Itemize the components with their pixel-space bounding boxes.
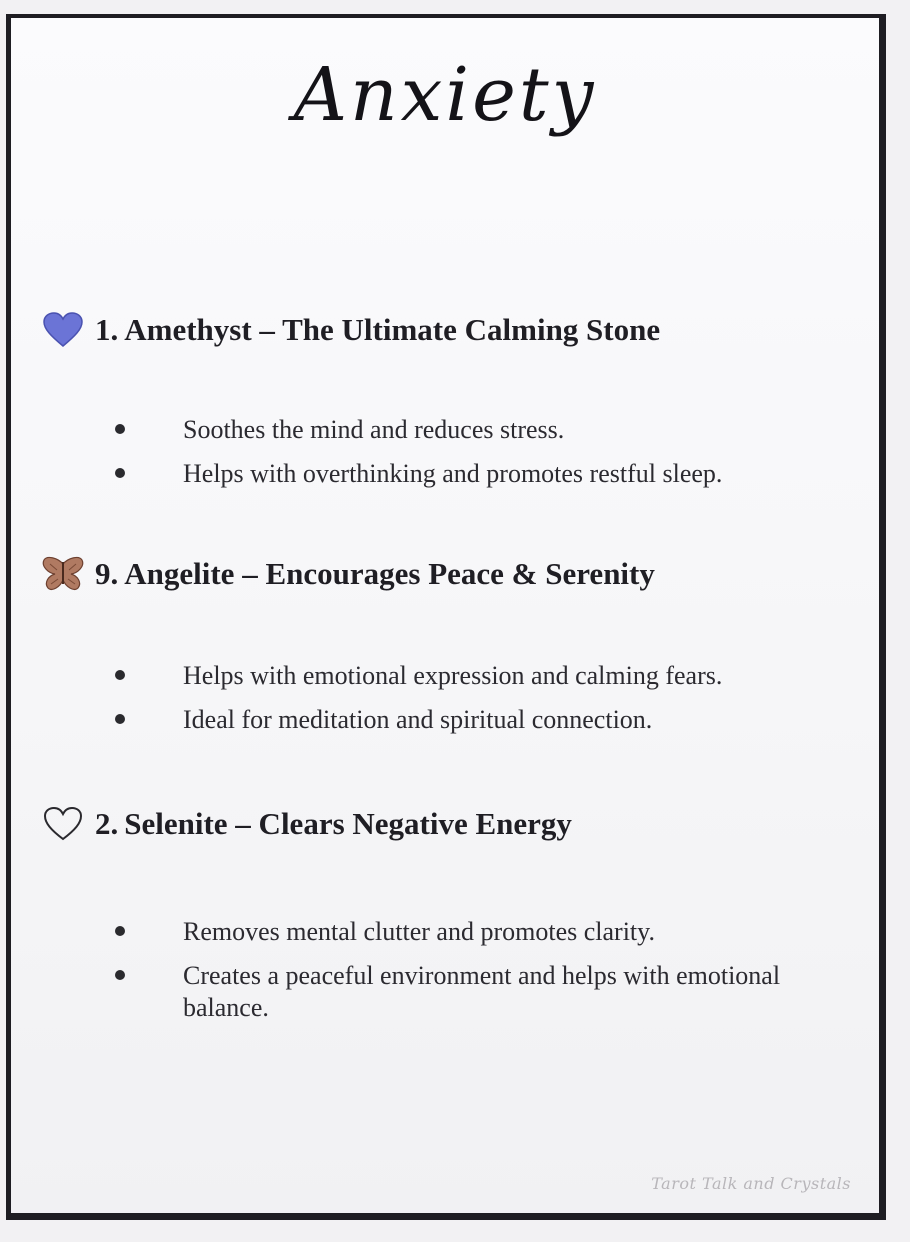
list-item <box>11 458 879 490</box>
section-heading <box>41 312 660 348</box>
section-number: 2. <box>95 806 119 841</box>
info-card <box>6 14 886 1220</box>
bullet-text: Soothes the mind and reduces stress. <box>183 415 565 444</box>
bullet-list <box>11 660 879 748</box>
bullet-dot <box>115 468 125 478</box>
page-title: Anxiety <box>293 52 597 138</box>
bullet-dot <box>115 424 125 434</box>
bullet-text: Helps with overthinking and promotes restful sleep. <box>183 459 723 488</box>
section-title: Selenite – Clears Negative Energy <box>124 806 572 841</box>
bullet-dot <box>115 670 125 680</box>
bullet-text: Ideal for meditation and spiritual connection. <box>183 705 653 734</box>
bullet-dot <box>115 714 125 724</box>
bullet-text: Helps with emotional expression and calming fears. <box>183 661 723 690</box>
bullet-list <box>11 916 879 1036</box>
list-item <box>11 414 879 446</box>
bullet-dot <box>115 926 125 936</box>
section-heading <box>41 806 572 842</box>
list-item <box>11 916 879 948</box>
section-title: Amethyst – The Ultimate Calming Stone <box>124 312 661 347</box>
bullet-text: Removes mental clutter and promotes clarity. <box>183 917 655 946</box>
section-heading <box>41 556 655 592</box>
section-number: 1. <box>95 312 119 347</box>
bullet-dot <box>115 970 125 980</box>
list-item <box>11 960 853 1024</box>
butterfly-icon <box>41 556 85 592</box>
list-item <box>11 660 879 692</box>
bullet-text: Creates a peaceful environment and helps with emotional balance. <box>183 961 781 1022</box>
list-item <box>11 704 879 736</box>
white-heart-icon <box>41 806 85 842</box>
section-number: 9. <box>95 556 119 591</box>
bullet-list <box>11 414 879 502</box>
blue-heart-icon <box>41 312 85 348</box>
watermark: Tarot Talk and Crystals <box>651 1174 851 1193</box>
section-title: Angelite – Encourages Peace & Serenity <box>124 556 655 591</box>
